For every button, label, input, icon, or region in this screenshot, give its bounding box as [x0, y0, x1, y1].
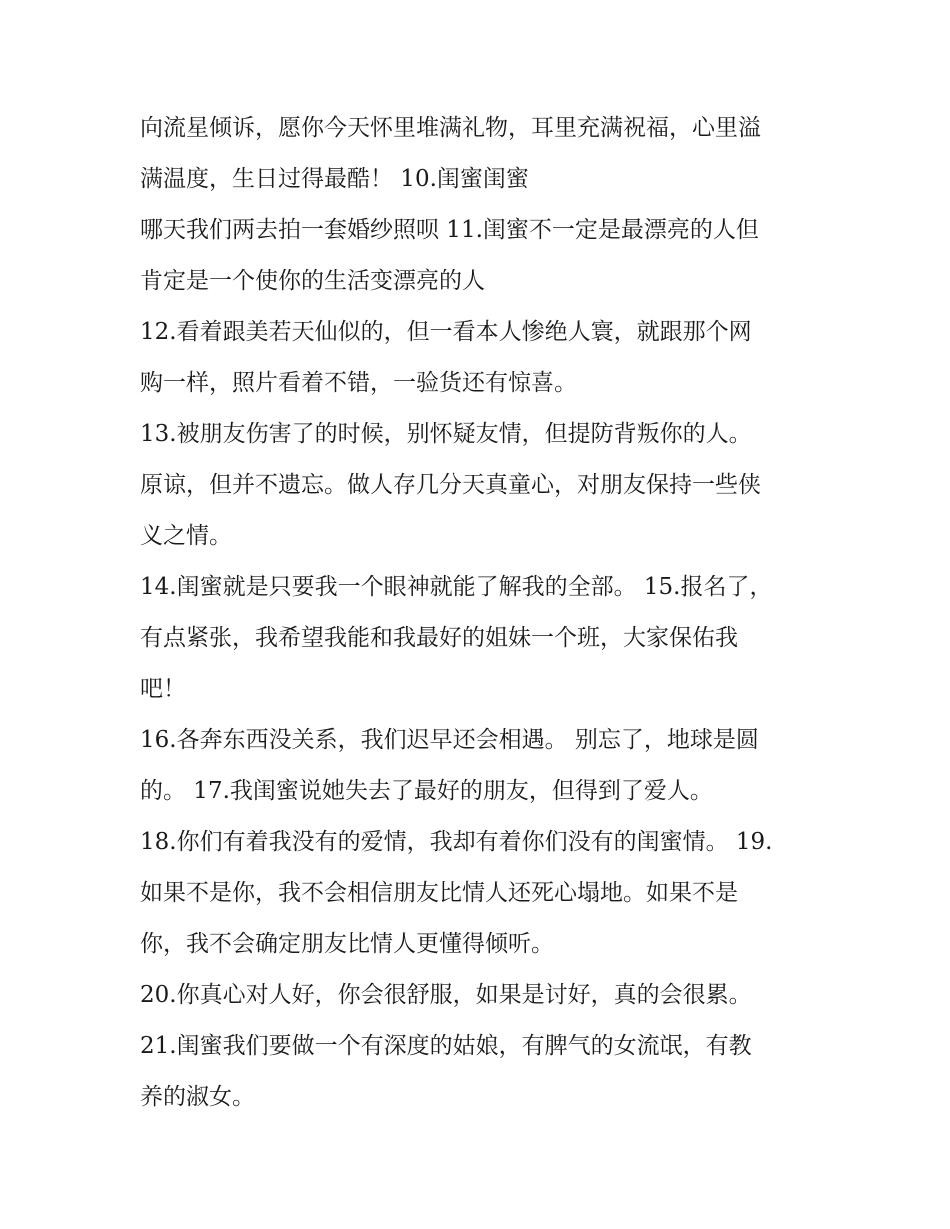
text-line: 12.看着跟美若天仙似的，但一看本人惨绝人寰，就跟那个网: [140, 319, 752, 345]
text-line: 的。 17.我闺蜜说她失去了最好的朋友，但得到了爱人。: [140, 778, 713, 804]
text-line: 13.被朋友伤害了的时候，别怀疑友情，但提防背叛你的人。: [140, 421, 752, 447]
text-line: 购一样，照片看着不错，一验货还有惊喜。: [140, 370, 577, 396]
text-line: 18.你们有着我没有的爱情，我却有着你们没有的闺蜜情。 19.: [140, 829, 773, 855]
text-line: 满温度，生日过得最酷！ 10.闺蜜闺蜜: [140, 166, 529, 192]
text-line: 14.闺蜜就是只要我一个眼神就能了解我的全部。 15.报名了，: [140, 574, 773, 600]
text-line: 养的淑女。: [140, 1084, 255, 1110]
text-line: 向流星倾诉，愿你今天怀里堆满礼物，耳里充满祝福，心里溢: [140, 115, 761, 141]
text-line: 原谅，但并不遗忘。做人存几分天真童心，对朋友保持一些侠: [140, 472, 761, 498]
text-line: 你，我不会确定朋友比情人更懂得倾听。: [140, 931, 554, 957]
text-line: 哪天我们两去拍一套婚纱照呗 11.闺蜜不一定是最漂亮的人但: [140, 217, 759, 243]
text-line: 肯定是一个使你的生活变漂亮的人: [140, 268, 485, 294]
text-line: 16.各奔东西没关系，我们迟早还会相遇。 别忘了，地球是圆: [140, 727, 759, 753]
text-line: 有点紧张，我希望我能和我最好的姐妹一个班，大家保佑我: [140, 625, 738, 651]
text-line: 20.你真心对人好，你会很舒服，如果是讨好，真的会很累。: [140, 982, 752, 1008]
text-line: 21.闺蜜我们要做一个有深度的姑娘，有脾气的女流氓，有教: [140, 1033, 752, 1059]
text-line: 吧！: [140, 676, 186, 702]
text-line: 如果不是你，我不会相信朋友比情人还死心塌地。如果不是: [140, 880, 738, 906]
text-line: 义之情。: [140, 523, 232, 549]
